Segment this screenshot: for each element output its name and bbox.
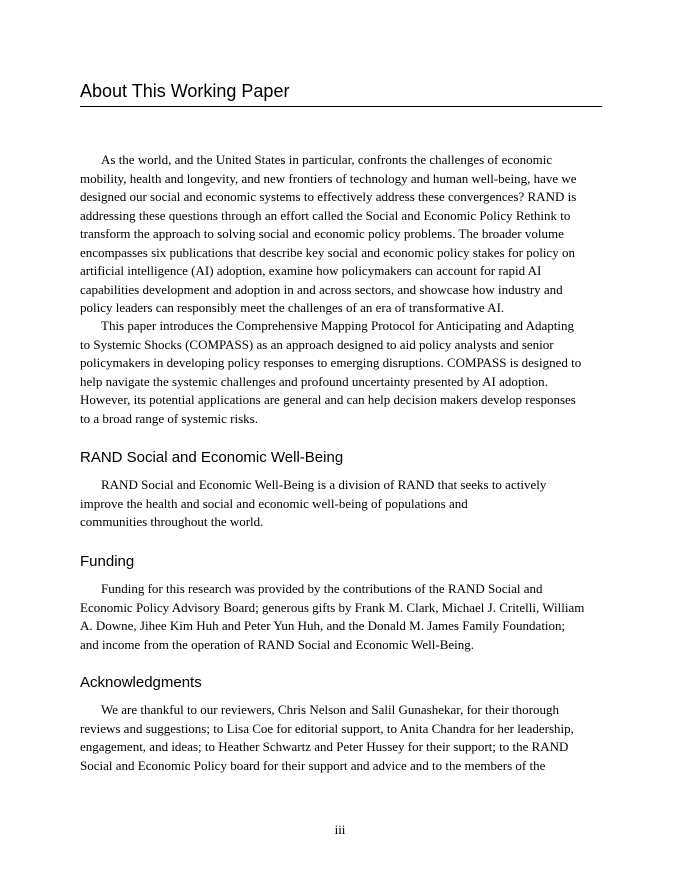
text-line: A. Downe, Jihee Kim Huh and Peter Yun Huh, and the Donald M. James Family Foundation;	[80, 618, 566, 633]
page-number: iii	[334, 822, 346, 837]
text-line: addressing these questions through an effort called the Social and Economic Policy Rethink to	[80, 207, 571, 223]
text-line: reviews and suggestions; to Lisa Coe for editorial support, to Anita Chandra for her leadership,	[80, 720, 574, 736]
funding-paragraph	[80, 580, 602, 654]
text-line: designed our social and economic systems to effectively address these convergences? RAND is	[80, 189, 577, 204]
text-line: policy leaders can responsibly meet the challenges of an era of transformative AI.	[80, 300, 505, 315]
text-line: improve the health and social and economic well-being of populations and	[80, 495, 468, 511]
text-line: policymakers in developing policy responses to emerging disruptions. COMPASS is designed to	[80, 355, 582, 370]
intro-paragraph-2	[80, 317, 602, 428]
text-line: engagement, and ideas; to Heather Schwartz and Peter Hussey for their support; to the RAND	[80, 739, 569, 754]
section-heading-funding: Funding	[80, 553, 135, 570]
page-title: About This Working Paper	[80, 81, 290, 101]
text-line: capabilities development and adoption in and across sectors, and showcase how industry and	[80, 281, 563, 297]
text-line: encompasses six publications that describe key social and economic policy stakes for policy on	[80, 244, 575, 260]
text-line: mobility, health and longevity, and new frontiers of technology and human well-being, have we	[80, 170, 577, 186]
section-heading-acknowledgments: Acknowledgments	[80, 674, 202, 691]
text-line: Funding for this research was provided by the contributions of the RAND Social and	[101, 581, 543, 596]
text-line: This paper introduces the Comprehensive Mapping Protocol for Anticipating and Adapting	[101, 318, 574, 333]
text-line: We are thankful to our reviewers, Chris Nelson and Salil Gunashekar, for their thorough	[101, 702, 560, 717]
text-line: RAND Social and Economic Well-Being is a division of RAND that seeks to actively	[101, 477, 547, 492]
intro-paragraph-1	[80, 151, 602, 318]
text-line: to Systemic Shocks (COMPASS) as an approach designed to aid policy analysts and senior	[80, 336, 554, 352]
text-line: As the world, and the United States in particular, confronts the challenges of economic	[101, 152, 553, 167]
text-line: artificial intelligence (AI) adoption, examine how policymakers can account for rapid AI	[80, 263, 542, 278]
acknowledgments-paragraph	[80, 701, 602, 775]
title-rule	[80, 106, 602, 107]
text-line: Economic Policy Advisory Board; generous gifts by Frank M. Clark, Michael J. Critelli, William	[80, 599, 585, 615]
text-line: transform the approach to solving social and economic policy problems. The broader volume	[80, 226, 564, 241]
section-heading-division: RAND Social and Economic Well-Being	[80, 449, 344, 466]
text-line: help navigate the systemic challenges and profound uncertainty presented by AI adoption.	[80, 373, 548, 389]
text-line: However, its potential applications are general and can help decision makers develop responses	[80, 392, 576, 407]
text-line: to a broad range of systemic risks.	[80, 410, 258, 426]
text-line: communities throughout the world.	[80, 514, 264, 529]
text-line: Social and Economic Policy board for their support and advice and to the members of the	[80, 757, 546, 773]
text-line: and income from the operation of RAND Social and Economic Well-Being.	[80, 636, 475, 652]
division-paragraph	[80, 476, 602, 532]
